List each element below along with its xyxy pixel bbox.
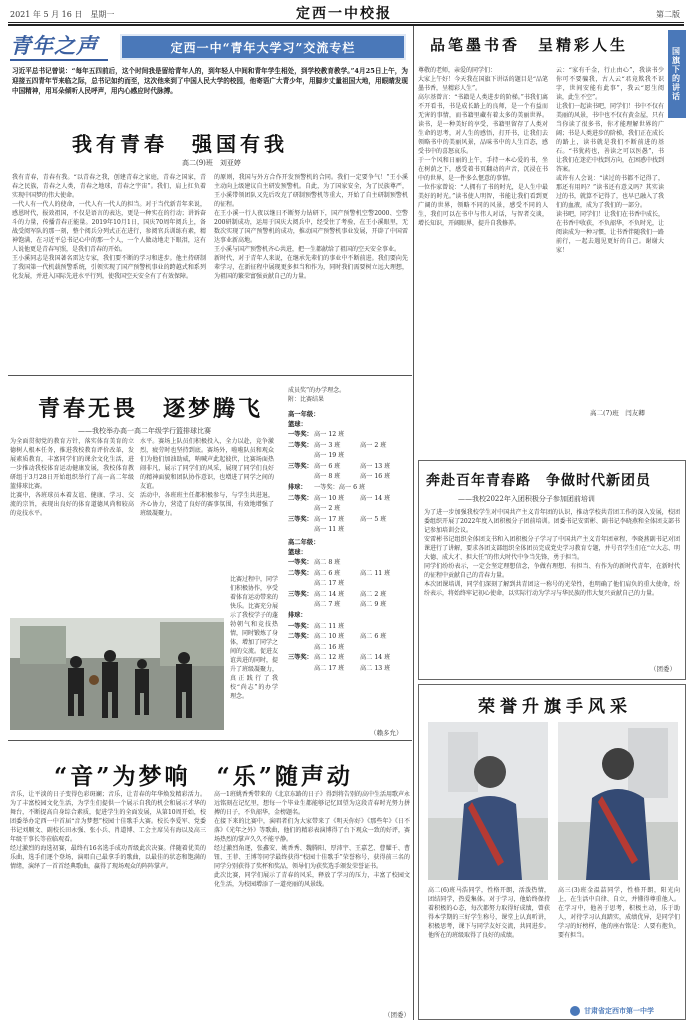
results-row [288, 558, 410, 569]
basketball-photo-drawing [10, 618, 224, 730]
results-class: 高二 17 班 [314, 664, 345, 672]
results-row [288, 600, 410, 611]
article2-column-3: 比赛过程中，同学们积极协作，享受着体育运动带来的快乐。比赛充分展示了我校学子的蓬勃朝气和竞技热情，同时锻炼了身体，增加了同学之间的交流。促进友谊共进的同时，提升了班级凝聚力，真正践行了我校“尚志”的办学理念。 [230, 576, 278, 700]
results-row [288, 472, 410, 483]
results-class: 高二 8 班 [314, 558, 341, 566]
results-row [288, 632, 410, 643]
results-row [288, 653, 410, 664]
results-class: 高一 14 班 [360, 494, 391, 502]
results-row [288, 462, 410, 473]
results-class: 高一 17 班 [314, 515, 345, 523]
results-row [288, 483, 410, 494]
article3-column-2: 高一1班姚香秀带来的《北京东路的日子》得到将告别的高中生活用歌声永远铭刻在记忆里，想每一个毕业生都能够记忆回望为这段青春时光努力拼搏的日子，不负韶华，金榜题名。 在接下来的比赛中，演唱者们为大家带来了《明天你好》《那些年》《日不落》《光年之外》等歌曲，他们的精彩表演博得了台下观众一致的好评，赛场热烈的掌声久久不能平静。 经过激烈角逐，张鑫安、姚香秀、魏腾阳、厚沛宇、王嘉艺、曹耀千、曹钮、王菲、王博等同学最终获得“校园十佳歌手”荣誉称号，获得前三名的同学分别获得了奖杯和奖品，领导们为获奖选手颁发荣誉证书。 此次比赛，同学们展示了青春的风采，释放了学习的压力，丰富了校园文化生活，为校园增添了一道亮丽的风景线。 [214, 791, 410, 888]
results-class: 高二 17 班 [314, 580, 345, 588]
flag-bearer-caption-left: 高二(6)班马浩同学，性格开朗，活泼热情，团结同学，热爱集体。对于学习，他始终保持着积极的心态，每次都努力取得好成绩，曾获得本学期的三好学生称号，课堂上认真听讲，积极思考，课下与同学友好交流，共同进步。他所在的班级取得了良好的成绩。 [428, 887, 550, 939]
results-rank: 三等奖： [288, 654, 313, 662]
results-row [288, 643, 410, 654]
article2-author: （赖多允） [370, 729, 403, 737]
results-group-1-title: 高一年级： [288, 411, 320, 418]
results-row [288, 590, 410, 601]
results-row [288, 515, 410, 526]
results-rank [288, 664, 314, 675]
results-rank [288, 451, 314, 462]
results-rank [288, 525, 314, 536]
results-class: 高二 14 班 [314, 590, 345, 598]
column-divider [413, 26, 414, 1020]
divider [8, 375, 412, 376]
school-logo: 甘肃省定西市第一中学 [584, 1006, 654, 1015]
school-logo-mark [570, 1006, 580, 1016]
basketball-photo [10, 618, 224, 730]
results-class: 高二 6 班 [314, 569, 341, 577]
results-class: 高二 10 班 [314, 633, 345, 641]
article3-author: （团委） [384, 1011, 410, 1019]
results-group-1-sub: 篮球： [288, 421, 307, 428]
results-rank: 二等奖： [288, 441, 313, 449]
results-class: 高一 12 班 [314, 431, 345, 438]
article2-column-1: 为全面贯彻党的教育方针，落实体育美育的立德树人根本任务，推进我校教育评价改革，发展素质教育，丰富同学们的课余文化生活，进一步推动我校体育运动健康发展，我校体育教研组于3月28日开始组织举行了高一高二年级篮排球比赛。 比赛中，各班球员本着友谊、健康、学习、交流的宗旨，表现出良好的体育道德风尚和较高的竞技水平。 [10, 438, 134, 517]
results-class: 高一 10 班 [314, 494, 345, 502]
results-row [288, 451, 410, 462]
results-group-2-sub: 篮球： [288, 548, 307, 556]
issue-date: 2021 年 5 月 16 日 星期一 [10, 10, 115, 19]
results-rank [288, 504, 314, 515]
header-rule [8, 22, 684, 23]
results-class: 高一 13 班 [360, 462, 391, 470]
results-rank [288, 600, 314, 611]
article2-title: 青春无畏 逐梦腾飞 [38, 396, 264, 422]
flag-bearer-photo-left [428, 722, 548, 880]
article1-column-2: 的原则，我国与外方合作开发预警机的合同。我们一定要争气！”王小溪主动向上级建议自主研发预警机。自此，为了国家安全，为了民族尊严，王小溪带领团队又先后攻克了研制预警机等重大，开始了自主研制预警机的征程。 在王小溪一行人夜以继日不断努力钻研下，国产预警机空警2000、空警200研制成功，运用于国庆大阅兵中，经受住了考验，在王小溪眼里，无数次实现了国产预警机的成功，推动国产预警机事业发展，开辟了中国雷达事业新高地。 王小溪与国产预警机齐心共进，把一生都献给了祖国的空天安全事业。 新时代，对于青年人来说，在继承先辈们的事业中不断前进。我们要向先辈学习，在新征程中展现更多担当和作为，同时我们需要树立远大理想，为祖国的繁荣富强贡献自己的力量。 [214, 174, 408, 280]
results-row [288, 430, 410, 441]
youth-banner-text: 定西一中“青年大学习”交流专栏 [170, 40, 356, 55]
results-class: 高一 2 班 [360, 441, 387, 449]
article3-title: “音”为梦响 “乐”随声动 [54, 763, 353, 790]
results-rank: 排球： [288, 611, 307, 619]
results-class: 高一 3 班 [314, 441, 341, 449]
results-class: 高一 16 班 [360, 473, 391, 481]
masthead: 定西一中校报 [296, 6, 392, 22]
results-class: 高二 2 班 [360, 590, 387, 598]
results-row [288, 525, 410, 536]
results-row [288, 504, 410, 515]
results-table [288, 410, 410, 728]
results-class: 一等奖：高一 6 班 [314, 483, 366, 491]
flag-bearer-left-drawing [428, 722, 548, 880]
results-class: 高二 11 班 [314, 622, 345, 630]
results-rank: 二等奖： [288, 494, 313, 502]
youth-quote: 习近平总书记曾说：“每年五四前后，这个时间我是留给青年人的，到年轻人中间和青年学生相处，到学校教育教学。”4月25日上午，为迎接五四青年节来临之际，总书记如约而至，这次他来到了中国人民大学的校园，他寄语广大青少年，用脚步丈量祖国大地，用眼睛发现中国精神，用耳朵倾听人民呼声，用内心感应时代脉搏。 [12, 67, 408, 96]
flag-bearer-right-drawing [558, 722, 678, 880]
results-class: 高一 8 班 [314, 473, 341, 481]
article4-author: 高二(7)班 闫友卿 [590, 409, 645, 417]
results-row [288, 569, 410, 580]
article5-subtitle: ——我校2022年入团积极分子参加团前培训 [458, 495, 595, 503]
article2-results-intro: 成员奖”的办学理念。 附：比赛结果 [288, 387, 346, 403]
results-class: 高一 19 班 [314, 452, 345, 460]
article1-byline: 高二(9)班 刘亚婷 [182, 159, 241, 167]
results-rank: 二等奖： [288, 569, 313, 577]
results-row [288, 622, 410, 633]
results-class: 高二 13 班 [360, 664, 391, 672]
flag-bearer-caption-right: 高三(3)班金温喆同学，性格开朗，阳光向上，在生活中自律、自立，并懂得尊重他人。在学习中，他善于思考，积极主动，乐于助人，对待学习认真踏实，成绩优异，是同学们学习的好榜样，他的座右铭是：人要有抱负，要有担当。 [558, 887, 680, 939]
article5-body: 为了进一步加强我校学生对中国共产主义青年团的认识，推动学校共青团工作的深入发展，校团委组织开展了2022年度入团积极分子团前培训。团委书记安雷彬、副书记李晓燕和全体团支部书记参加培训会议。 安雷彬书记组织全体团支书和入团积极分子学习了中国共产主义青年团章程，李晓燕副书记对团课进行了讲解，要求各团支部组织全体团员完成党史学习教育专题，并号召学生们在“立大志、明大德、成大才、担大任”的伟大时代中争当先锋，勇于担当。 同学们纷纷表示，一定会坚定理想信念，争做有理想、有担当、有作为的新时代青年，在新时代的征程中贡献自己的青春力量。 本次团课培训，同学们深刻了解到共青团这一称号的光荣性，也明确了他们肩负的重大使命，纷纷表示，将始终牢记初心使命，以实际行动为学习与华民族的伟大复兴贡献自己的力量。 [424, 509, 680, 597]
article1-column-1: 我有青春，青春有我。“以青春之我，创建青春之家庭，青春之国家，青春之民族，青春之人类，青春之地球，青春之宇宙”。我们，肩上扛负着实现中国梦的伟大使命。 一代人有一代人的使命，一代人有一代人的担当。对于当代新青年来说，感恩时代，报效祖国，不仅是语言的表达，更是一种实在的行动；讲诉奋斗的力量，传播青春正能量。2019年10月1日，国庆70周年阅兵上，备战受阅军队的那一刻，整个阅兵分列式正在进行，参阅官兵训练有素，精神饱满，在习近平总书记心中的那一个人，一个人做动地走下眼泪，这有人说他更是青春写照，是我们青春的开始。 王小溪同志是我国著名雷达专家，我们要不断的学习和进步。他主持研制了我国第一代机载预警系统，引领实现了国产预警机事业的跨越式和系列化发展，并进入国际先进水平行列，使我国空天安全有了有效保障。 [12, 174, 206, 280]
flag-bearer-photo-right [558, 722, 678, 880]
results-group-2-rows [288, 558, 410, 675]
article4-column-1: 尊敬的老师，亲爱的同学们： 大家上午好！今天我在国旗下讲话的题目是“品笔墨书香，呈精彩人生”。 高尔基曾言：“书籍是人类进步的阶梯。”书我们离不开看书，书是成长路上的良师，是一个有益而无害的事情，而书籍里藏有着太多的美丽世界。读书，是一种美好的享受，书籍里留存了人类对生命的思考，对人生的感悟，打开书，让我们去领略书中的美丽风景，品味书中的人生百态，感受书中的喜怒哀乐。 于一个风和日丽的上午，手持一本心爱的书，坐在树荫之下，感受着书页翻动的声音，沉浸在书中的世界，是一件多么惬意的事情。 一位作家曾说：“人拥有了书的时光，是人生中最美好的时光。”读书使人明智，书能让我们看到更广阔的世界，领略不同的风景，感受不同的人生，我们可以在书中与伟人对话，与智者交谈，增长知识，开阔眼界，提升自我修养。 [418, 67, 548, 227]
results-row [288, 579, 410, 590]
results-rank: 三等奖： [288, 462, 313, 470]
results-rank: 一等奖： [288, 558, 313, 566]
side-banner-text: 国旗下的讲话 [671, 47, 682, 101]
results-row [288, 494, 410, 505]
results-class: 高一 11 班 [314, 526, 345, 534]
header-rule-thick [8, 24, 684, 26]
page-number: 第二版 [656, 10, 680, 19]
divider [8, 740, 412, 741]
side-banner [668, 30, 686, 118]
results-class: 高二 12 班 [314, 654, 345, 662]
youth-logo-underline [10, 59, 108, 61]
article5-title: 奔赴百年青春路 争做时代新团员 [426, 473, 651, 489]
results-class: 高一 2 班 [314, 505, 341, 513]
results-rank: 三等奖： [288, 590, 313, 598]
results-class: 高二 6 班 [360, 633, 387, 641]
article4-column-2: 云：“家有千金，行止由心”，我读书少你可不要骗我，古人云“君竟欺我不识字，世间安能有此事”，我云“愿生阅读，此生不空”。 让我们一起读书吧，同学们！书中不仅有美丽的风景，书中也不仅有黄金屋，只有当你读了很多书，你才能理解世界的广阔；书是人类进步的阶梯，我们正在成长的路上，读书就是我们不断前进的基石。“书犹药也，善读之可以医愚”，书让我们在迷茫中找到方向，在困惑中找到答案。 或许有人会说：“读过的书都不记得了，那还有用吗？”读书还有意义吗？其实读过的书，就算不记得了，也早已融入了我们的血液，成为了我们的一部分。 读书吧，同学们！让我们在书香中成长，在书香中收获，不负韶华，不负时光，让阅读成为一种习惯，让书香伴随我们一路前行，一起去遇见更好的自己。谢谢大家！ [556, 67, 664, 254]
article1-title: 我有青春 强国有我 [72, 132, 288, 156]
article5-author: （团委） [650, 665, 676, 673]
results-class: 高二 11 班 [360, 569, 391, 577]
results-class: 高一 5 班 [360, 515, 387, 523]
results-rank: 一等奖： [288, 622, 313, 630]
results-row [288, 611, 410, 622]
results-class: 高二 14 班 [360, 654, 391, 662]
article6-title: 荣誉升旗手风采 [478, 697, 632, 717]
results-class: 高二 16 班 [314, 643, 345, 651]
results-rank: 二等奖： [288, 633, 313, 641]
youth-logo: 青年之声 [10, 33, 98, 58]
results-rank [288, 472, 314, 483]
results-row [288, 664, 410, 675]
results-rank: 一等奖： [288, 431, 313, 438]
results-rank: 三等奖： [288, 515, 313, 523]
results-rank [288, 579, 314, 590]
results-group-1-rows [288, 430, 410, 536]
results-rank: 排球： [288, 483, 307, 491]
results-class: 高一 6 班 [314, 462, 341, 470]
article3-column-1: 音乐，让平淡的日子变得色彩斑斓；音乐，让青春的年华焕发精彩活力。为了丰富校园文化生活，为学生们提供一个展示自我的机会和展示才华的舞台，不断提高自身综合素质，促进学生的全面发展，从第10周开始，校团委举办定西一中首届“音为梦想”校园十佳歌手大赛。校长李爱军、党委书记刘顺文、副校长田永强、张小兵、肖道博、工会主席吴有海以及高三年级干事长等莅临观看。 经过激烈的海选初赛，最终有16名选手成功晋级此次决赛。伴随着优美的乐曲，选手们逐个登场，演唱自己最拿手的歌曲，以最佳的状态和饱满的情绪，演绎了一首首经典歌曲，赢得了现场观众的阵阵掌声。 [10, 791, 206, 870]
results-class: 高二 9 班 [360, 601, 387, 609]
article2-column-2: 水平。赛场上队员们积极投入，全力以赴，竞争激烈，疲劳时也坚持到底。赛场外，啦啦队员和观众们为他们加油助威，呐喊声此起彼伏，比赛场面热闹非凡，展示了同学们的风采，展现了同学们良好的精神面貌和团队协作意识，也增进了同学之间的友谊。 活动中，各班班主任都积极参与，与学生共进退，齐心协力，营造了良好的赛事氛围，有效地增强了班级凝聚力。 [140, 438, 274, 517]
article2-subtitle: ——我校举办高一高二年级学行篮排球比赛 [78, 427, 211, 435]
results-rank [288, 643, 314, 654]
results-row [288, 441, 410, 452]
results-class: 高二 7 班 [314, 601, 341, 609]
results-group-2-title: 高二年级： [288, 538, 320, 546]
article4-title: 品笔墨书香 呈精彩人生 [430, 36, 629, 54]
youth-banner [120, 34, 406, 60]
